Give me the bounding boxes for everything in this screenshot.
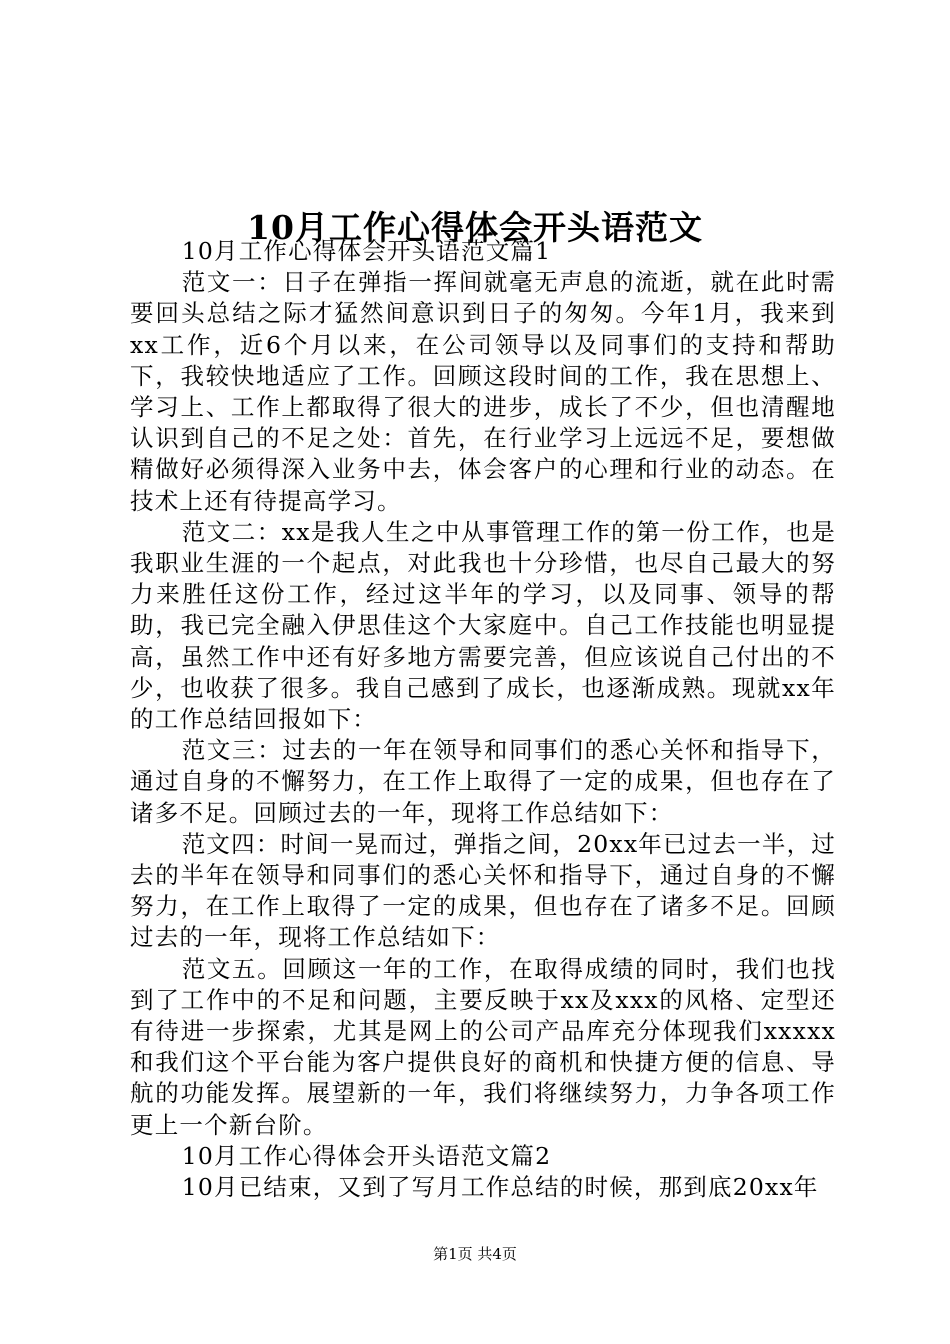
page-number-footer: 第1页 共4页 <box>433 1245 517 1263</box>
paragraph-sample-5: 范文五。回顾这一年的工作，在取得成绩的同时，我们也找到了工作中的不足和问题，主要反映于xx及xxx的风格、定型还有待进一步探索，尤其是网上的公司产品库充分体现我们xxxxx和我们这个平台能为客户提供良好的商机和快捷方便的信息、导航的功能发挥。展望新的一年，我们将继续努力，力争各项工作更上一个新台阶。 <box>130 954 836 1139</box>
paragraph-sample-4: 范文四：时间一晃而过，弹指之间，20xx年已过去一半，过去的半年在领导和同事们的悉心关怀和指导下，通过自身的不懈努力，在工作上取得了一定的成果，但也存在了诸多不足。回顾过去的一年，现将工作总结如下： <box>130 829 836 952</box>
paragraph-sample-3: 范文三：过去的一年在领导和同事们的悉心关怀和指导下，通过自身的不懈努力，在工作上取得了一定的成果，但也存在了诸多不足。回顾过去的一年，现将工作总结如下： <box>130 736 836 827</box>
paragraph-sample-1: 范文一：日子在弹指一挥间就毫无声息的流逝，就在此时需要回头总结之际才猛然间意识到日子的匆匆。今年1月，我来到xx工作，近6个月以来，在公司领导以及同事们的支持和帮助下，我较快地适应了工作。回顾这段时间的工作，我在思想上、学习上、工作上都取得了很大的进步，成长了不少，但也清醒地认识到自己的不足之处：首先，在行业学习上远远不足，要想做精做好必须得深入业务中去，体会客户的心理和行业的动态。在技术上还有待提高学习。 <box>130 268 836 515</box>
document-title: 10月工作心得体会开头语范文 <box>247 208 703 248</box>
paragraph-sample-2: 范文二：xx是我人生之中从事管理工作的第一份工作，也是我职业生涯的一个起点，对此我也十分珍惜，也尽自己最大的努力来胜任这份工作，经过这半年的学习，以及同事、领导的帮助，我已完全融入伊思佳这个大家庭中。自己工作技能也明显提高，虽然工作中还有好多地方需要完善，但应该说自己付出的不少，也收获了很多。我自己感到了成长，也逐渐成熟。现就xx年的工作总结回报如下： <box>130 517 836 734</box>
document-body <box>130 236 836 1203</box>
section-heading-1: 10月工作心得体会开头语范文篇1 <box>181 237 552 265</box>
paragraph-intro-2: 10月已结束，又到了写月工作总结的时候，那到底20xx年 <box>181 1173 819 1202</box>
section-heading-2: 10月工作心得体会开头语范文篇2 <box>181 1141 552 1170</box>
